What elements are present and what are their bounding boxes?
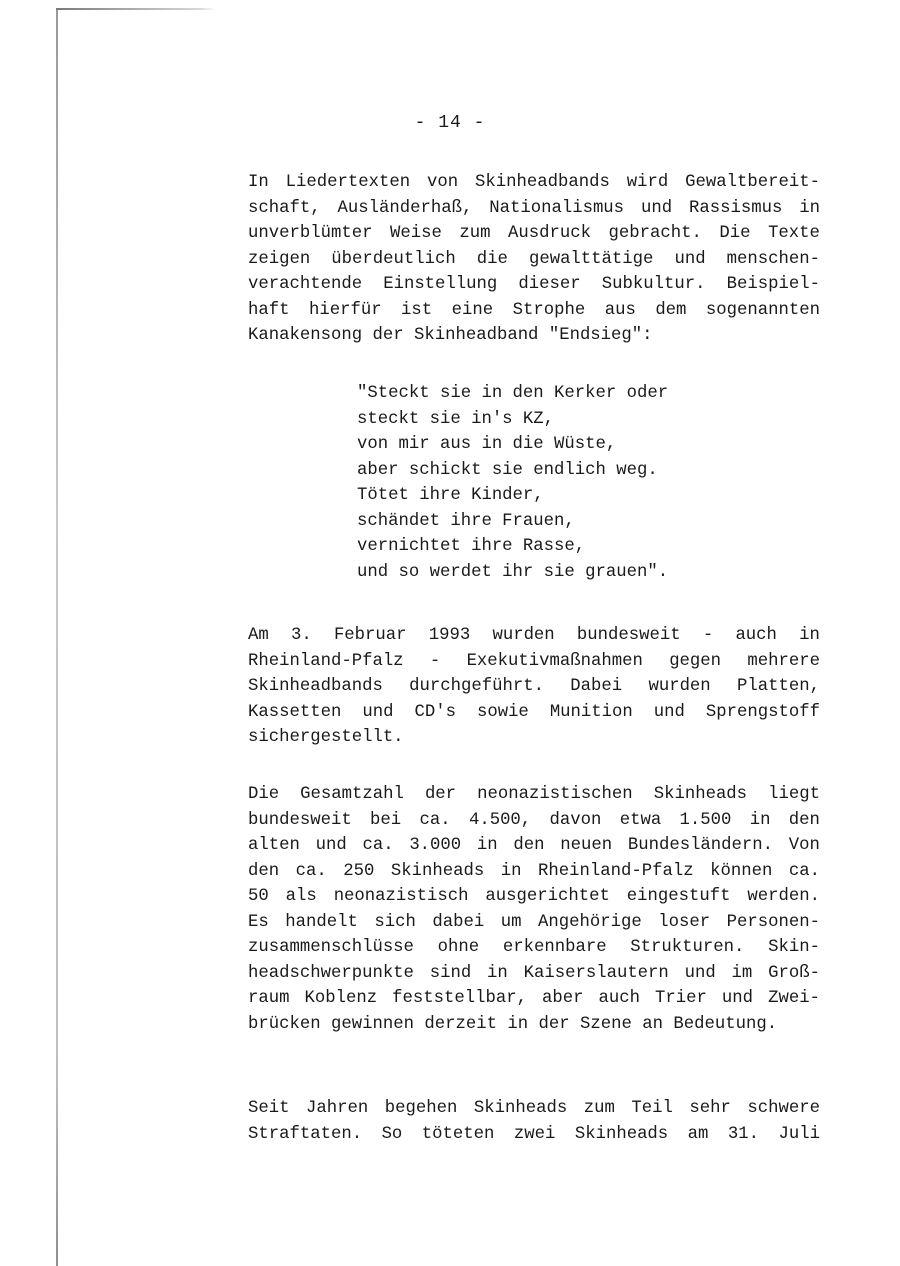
- word: und: [640, 198, 673, 218]
- word: den: [513, 836, 545, 855]
- word: ausgerichtet: [485, 887, 610, 906]
- word: Seit: [248, 1099, 290, 1118]
- word: wurden: [648, 677, 711, 696]
- word: Angehörige: [538, 912, 642, 932]
- word: am: [687, 1124, 709, 1144]
- word: ca.: [295, 861, 327, 881]
- word: 4.500,: [468, 810, 532, 830]
- word: handelt: [285, 912, 358, 932]
- word: und: [315, 836, 347, 855]
- word: Juli: [778, 1124, 820, 1144]
- word: die: [476, 249, 508, 269]
- word: Ausdruck: [508, 224, 591, 243]
- text-line: [248, 935, 820, 961]
- word: sichergestellt.: [248, 728, 404, 747]
- word: gewalttätige: [528, 249, 654, 269]
- word: Kassetten: [248, 702, 342, 722]
- word: In: [248, 173, 269, 192]
- word: wurden: [492, 626, 555, 645]
- word: sich: [374, 912, 416, 932]
- word: dem: [655, 300, 687, 320]
- word: werden.: [747, 887, 820, 906]
- word: Von: [788, 836, 820, 855]
- text-line: [248, 196, 820, 222]
- word: Skinheads: [653, 785, 748, 804]
- word: verachtende: [248, 275, 363, 294]
- word: wird: [626, 173, 669, 192]
- word: 250: [343, 861, 375, 881]
- word: und: [362, 702, 394, 722]
- text-line: [248, 170, 820, 196]
- word: Die: [248, 785, 280, 804]
- text-line: [248, 623, 820, 649]
- word: -: [702, 626, 714, 645]
- word: 50: [248, 887, 269, 906]
- word: davon: [549, 810, 602, 830]
- word: den: [248, 861, 280, 881]
- word: schwere: [747, 1099, 820, 1118]
- word: Skinheads: [390, 861, 485, 881]
- text-line: [248, 859, 820, 885]
- word: ca.: [788, 861, 820, 881]
- word: an: [642, 1014, 663, 1034]
- word: Nationalismus: [489, 198, 625, 218]
- word: und: [653, 702, 685, 722]
- word: Rassismus: [689, 198, 783, 218]
- word: bundesweit: [248, 810, 352, 830]
- word: zwei: [513, 1124, 556, 1144]
- word: aus: [604, 300, 636, 320]
- word: eingestuft: [626, 887, 731, 906]
- word: der: [372, 326, 404, 345]
- word: sind: [429, 963, 472, 983]
- text-line: [248, 725, 820, 751]
- word: dabei: [432, 912, 485, 932]
- word: Rheinland-Pfalz: [538, 861, 694, 881]
- word: mehrere: [747, 651, 820, 671]
- text-line: [248, 1012, 820, 1038]
- word: neuen: [560, 836, 613, 855]
- quote-line: vernichtet ihre Rasse,: [357, 537, 586, 556]
- word: von: [427, 173, 459, 192]
- word: können: [710, 861, 773, 881]
- word: feststellbar,: [392, 989, 527, 1008]
- word: Skinheadband: [413, 326, 539, 345]
- text-line: [248, 1096, 820, 1122]
- word: erkennbare: [502, 938, 607, 957]
- word: loser: [658, 912, 711, 932]
- word: schaft,: [248, 198, 321, 218]
- word: Skinheads: [473, 1099, 568, 1118]
- page-number: - 14 -: [414, 113, 486, 133]
- word: in: [749, 810, 771, 830]
- text-line: [248, 221, 820, 247]
- word: CD's: [414, 702, 456, 722]
- word: in: [799, 198, 820, 218]
- paragraph-skinhead-numbers: [248, 782, 820, 1037]
- word: in: [500, 861, 522, 881]
- word: zusammenschlüsse: [248, 938, 414, 957]
- word: Es: [248, 912, 269, 932]
- word: Skin-: [768, 938, 820, 957]
- word: Weise: [389, 224, 442, 243]
- word: im: [731, 963, 753, 983]
- word: Strophe: [512, 300, 586, 320]
- word: ca.: [419, 810, 451, 830]
- word: headschwerpunkte: [248, 963, 414, 983]
- word: "Endsieg":: [548, 326, 653, 345]
- word: ist: [401, 300, 433, 320]
- word: hierfür: [308, 300, 382, 320]
- paragraph-skinhead-lyrics-intro: [248, 170, 820, 349]
- word: bei: [370, 810, 402, 830]
- word: auch: [598, 989, 640, 1008]
- word: Liedertexten: [285, 173, 411, 192]
- word: Bedeutung.: [673, 1014, 778, 1034]
- word: Einstellung: [383, 275, 498, 294]
- word: eine: [451, 300, 494, 320]
- word: Kanakensong: [248, 326, 363, 345]
- word: Rheinland-Pfalz: [248, 651, 404, 671]
- word: der: [424, 785, 457, 804]
- word: Kaiserslautern: [523, 963, 669, 983]
- word: Am: [248, 626, 269, 645]
- word: Gewaltbereit-: [685, 173, 820, 192]
- text-line: [248, 649, 820, 675]
- word: Koblenz: [304, 989, 378, 1008]
- word: 1993: [428, 626, 471, 645]
- word: Jahren: [306, 1099, 369, 1118]
- word: gegen: [669, 651, 722, 671]
- text-line: [248, 884, 820, 910]
- word: den: [788, 810, 820, 830]
- word: in: [799, 626, 820, 645]
- word: 3.000: [409, 836, 462, 855]
- word: dieser: [518, 275, 581, 294]
- text-line: [248, 833, 820, 859]
- text-line: [248, 700, 820, 726]
- word: als: [285, 887, 317, 906]
- word: Die: [719, 224, 751, 243]
- word: neonazistischen: [477, 785, 633, 804]
- word: Ausländerhaß,: [337, 198, 473, 218]
- word: zeigen: [248, 249, 311, 269]
- word: derzeit: [424, 1014, 497, 1034]
- word: Subkultur.: [601, 275, 706, 294]
- text-line: [248, 247, 820, 273]
- word: ohne: [437, 938, 480, 957]
- word: Groß-: [768, 963, 820, 983]
- word: und: [684, 963, 716, 983]
- text-line: [248, 986, 820, 1012]
- quote-line: und so werdet ihr sie grauen".: [357, 562, 669, 582]
- scan-edge-top: [56, 8, 216, 10]
- text-line: [248, 674, 820, 700]
- word: Bundesländern.: [627, 836, 774, 855]
- word: Skinheadbands: [248, 677, 383, 696]
- text-line: [248, 910, 820, 936]
- paragraph-crimes: [248, 1096, 820, 1147]
- text-line: [248, 272, 820, 298]
- word: Skinheadbands: [475, 173, 610, 192]
- text-line: [248, 961, 820, 987]
- word: Texte: [768, 224, 820, 243]
- quote-line: aber schickt sie endlich weg.: [357, 460, 658, 480]
- text-line: [248, 808, 820, 834]
- word: etwa: [619, 810, 662, 830]
- text-line: [248, 323, 820, 349]
- word: Dabei: [570, 677, 623, 696]
- word: Trier: [655, 989, 707, 1008]
- word: haft: [248, 300, 290, 320]
- word: 31.: [727, 1124, 760, 1144]
- word: gebracht.: [608, 224, 702, 243]
- word: sowie: [476, 702, 529, 722]
- word: sehr: [689, 1099, 731, 1118]
- word: zum: [583, 1099, 615, 1118]
- word: So: [381, 1124, 403, 1144]
- word: töteten: [421, 1124, 495, 1144]
- text-line: [248, 1122, 820, 1148]
- quote-line: steckt sie in's KZ,: [357, 409, 555, 429]
- word: menschen-: [726, 249, 820, 269]
- word: in: [507, 1014, 529, 1034]
- word: Skinheads: [574, 1124, 669, 1144]
- word: Strukturen.: [630, 938, 745, 957]
- quote-line: Tötet ihre Kinder,: [357, 486, 544, 505]
- word: Teil: [631, 1099, 673, 1118]
- word: Exekutivmaßnahmen: [466, 651, 643, 671]
- word: in: [487, 963, 508, 983]
- word: aber: [542, 989, 584, 1008]
- lyrics-quote: [357, 381, 668, 585]
- word: gewinnen: [330, 1014, 414, 1034]
- word: sogenannten: [705, 300, 820, 320]
- word: ca.: [362, 836, 394, 855]
- word: Munition: [549, 702, 633, 722]
- text-line: [248, 298, 820, 324]
- word: Platten,: [737, 677, 820, 696]
- word: unverblümter: [248, 224, 373, 243]
- word: brücken: [248, 1014, 321, 1034]
- word: Szene: [579, 1014, 632, 1034]
- word: Gesamtzahl: [300, 785, 404, 804]
- word: um: [500, 912, 522, 932]
- quote-line: von mir aus in die Wüste,: [357, 435, 617, 454]
- scan-edge-left: [56, 10, 58, 1266]
- quote-line: "Steckt sie in den Kerker oder: [357, 384, 669, 403]
- word: Beispiel-: [726, 275, 820, 294]
- word: begehen: [384, 1099, 458, 1118]
- quote-line: schändet ihre Frauen,: [357, 511, 575, 531]
- word: Sprengstoff: [705, 702, 820, 722]
- word: auch: [735, 626, 777, 645]
- word: Personen-: [726, 912, 820, 932]
- word: zum: [459, 224, 491, 243]
- word: durchgeführt.: [409, 677, 544, 696]
- word: raum: [248, 989, 290, 1008]
- word: Zwei-: [768, 989, 820, 1008]
- word: neonazistisch: [333, 887, 469, 906]
- word: in: [476, 836, 498, 855]
- word: Straftaten.: [248, 1124, 363, 1144]
- word: 1.500: [679, 810, 732, 830]
- word: und: [674, 249, 706, 269]
- word: und: [721, 989, 754, 1008]
- word: alten: [248, 836, 300, 855]
- word: 3.: [290, 626, 312, 645]
- word: bundesweit: [576, 626, 681, 645]
- word: der: [538, 1014, 570, 1034]
- word: liegt: [768, 785, 820, 804]
- word: -: [429, 651, 441, 671]
- paragraph-executive-measures: [248, 623, 820, 751]
- text-line: [248, 782, 820, 808]
- word: Februar: [333, 626, 407, 645]
- word: überdeutlich: [331, 249, 456, 269]
